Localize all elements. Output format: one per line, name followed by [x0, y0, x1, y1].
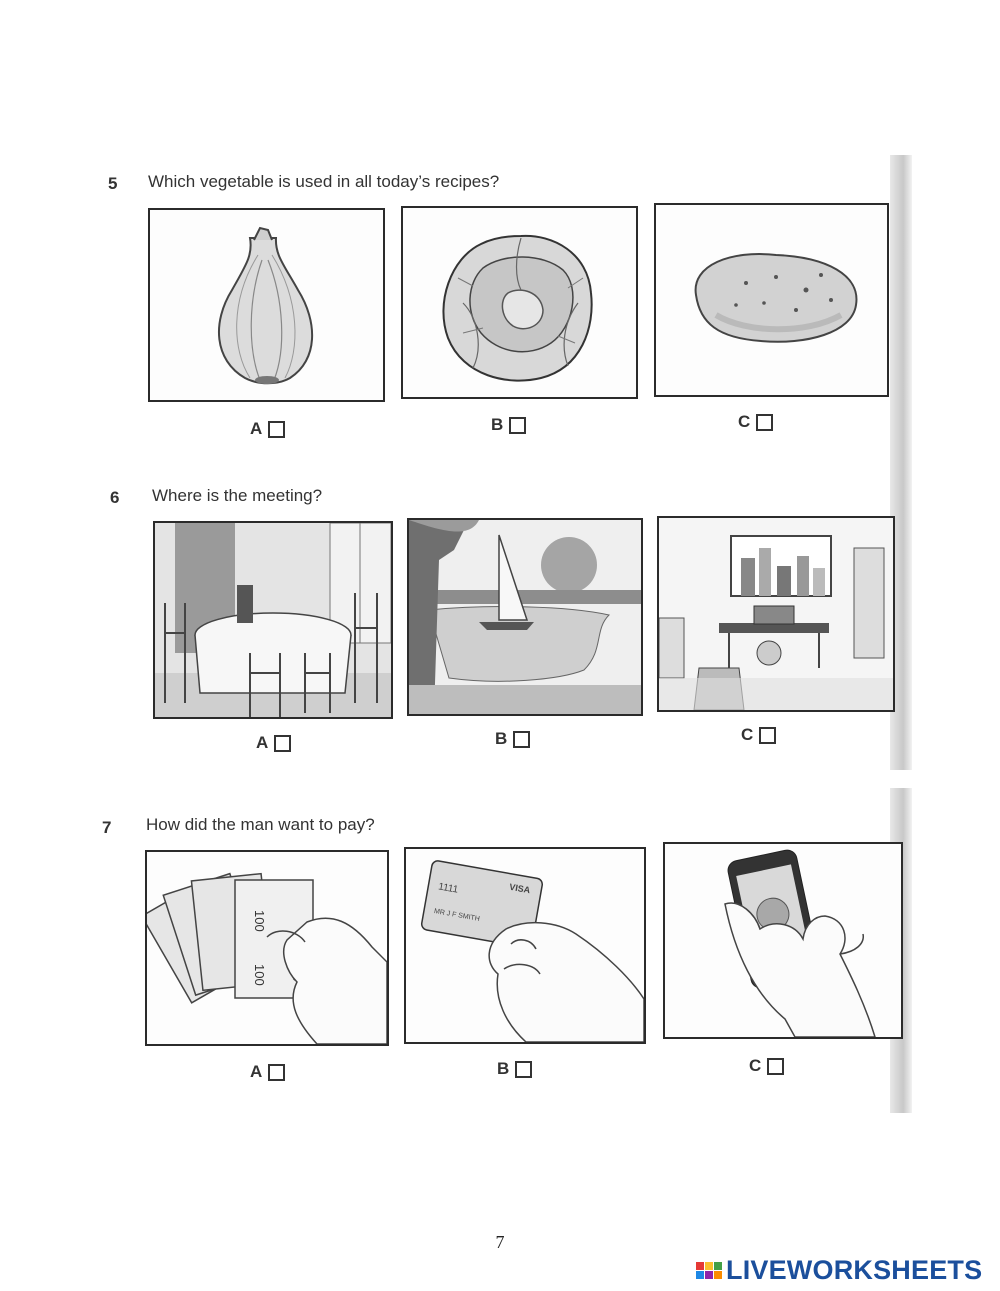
option-letter: A	[250, 419, 263, 438]
answer-checkbox[interactable]	[756, 414, 773, 431]
option-7c	[749, 1056, 784, 1076]
mobile-phone-picture	[663, 842, 903, 1039]
answer-checkbox[interactable]	[509, 417, 526, 434]
answer-checkbox[interactable]	[767, 1058, 784, 1075]
option-6c	[741, 725, 776, 745]
question-6-text: Where is the meeting?	[152, 486, 323, 505]
answer-checkbox[interactable]	[515, 1061, 532, 1078]
answer-checkbox[interactable]	[513, 731, 530, 748]
answer-checkbox[interactable]	[268, 421, 285, 438]
logo-square	[714, 1271, 722, 1279]
option-7a	[250, 1062, 285, 1082]
office-picture	[657, 516, 895, 712]
answer-checkbox[interactable]	[268, 1064, 285, 1081]
question-7-number: 7	[102, 818, 112, 837]
question-5-text: Which vegetable is used in all today’s recipes?	[148, 172, 500, 191]
option-7b	[497, 1059, 532, 1079]
restaurant-picture	[153, 521, 393, 719]
page-number: 7	[495, 1232, 505, 1252]
option-letter: C	[741, 725, 754, 744]
liveworksheets-logo-icon	[696, 1262, 722, 1279]
card-number: 1111	[437, 881, 460, 896]
lake-picture	[407, 518, 643, 716]
logo-square	[714, 1262, 722, 1270]
cabbage-picture	[401, 206, 638, 399]
option-letter: A	[250, 1062, 263, 1081]
card-brand: VISA	[508, 881, 532, 896]
logo-square	[696, 1262, 704, 1270]
logo-square	[696, 1271, 704, 1279]
potato-picture	[654, 203, 889, 397]
answer-checkbox[interactable]	[274, 735, 291, 752]
brand-name: LIVEWORKSHEETS	[726, 1255, 983, 1285]
banknote-label: 100	[252, 910, 267, 932]
option-letter: B	[491, 415, 504, 434]
question-7-text: How did the man want to pay?	[146, 815, 375, 834]
logo-square	[705, 1271, 713, 1279]
option-letter: B	[495, 729, 508, 748]
option-5c	[738, 412, 773, 432]
question-5-number: 5	[108, 174, 118, 193]
logo-square	[705, 1262, 713, 1270]
onion-picture	[148, 208, 385, 402]
question-6-number: 6	[110, 488, 120, 507]
liveworksheets-brand[interactable]	[696, 1255, 982, 1286]
option-6a	[256, 733, 291, 753]
cash-picture	[145, 850, 389, 1046]
option-letter: C	[749, 1056, 762, 1075]
card-holder: MR J F SMITH	[433, 908, 481, 923]
credit-card-picture	[404, 847, 646, 1044]
option-6b	[495, 729, 530, 749]
option-5a	[250, 419, 285, 439]
option-letter: A	[256, 733, 269, 752]
answer-checkbox[interactable]	[759, 727, 776, 744]
option-letter: B	[497, 1059, 510, 1078]
option-5b	[491, 415, 526, 435]
option-letter: C	[738, 412, 751, 431]
banknote-label: 100	[252, 964, 267, 986]
